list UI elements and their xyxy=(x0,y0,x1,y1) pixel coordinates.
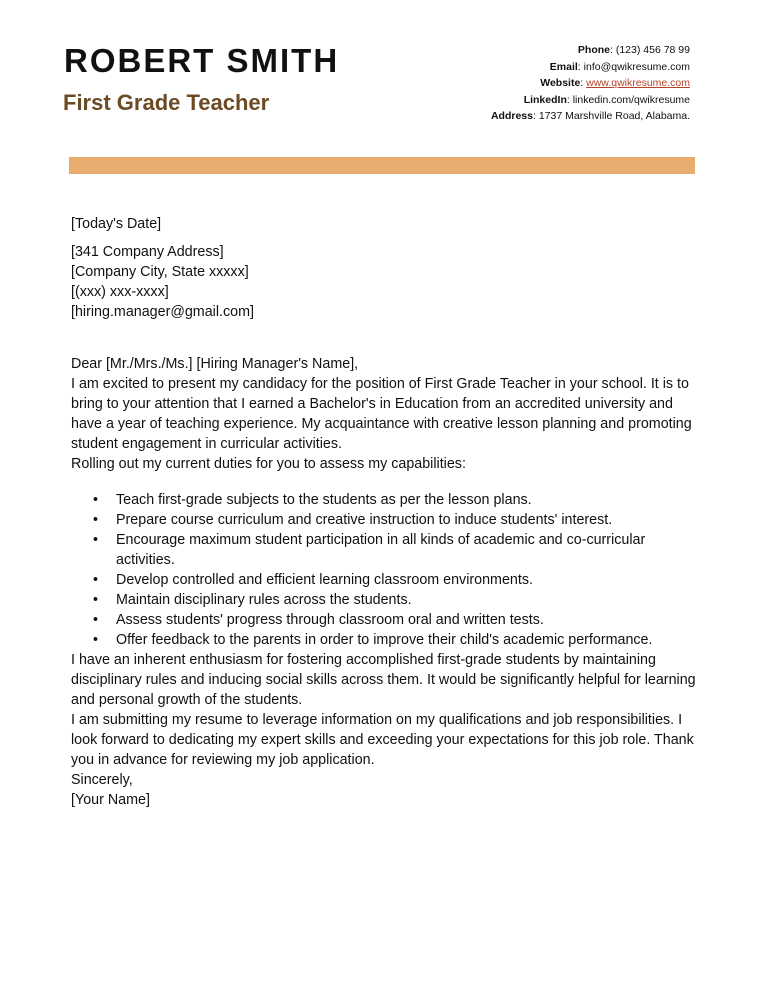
bullet-icon: • xyxy=(93,492,99,508)
list-item: • Teach first-grade subjects to the students as per the lesson plans. xyxy=(93,492,532,508)
email-line: Email: info@qwikresume.com xyxy=(549,60,690,73)
candidate-name: ROBERT SMITH xyxy=(64,42,340,79)
list-item: • Offer feedback to the parents in order to improve their child's academic performance. xyxy=(93,632,653,648)
address-line-3: [(xxx) xxx-xxxx] xyxy=(71,284,169,300)
list-item: • Encourage maximum student participation in all kinds of academic and co-curricular activities. xyxy=(93,532,646,568)
body-paragraph-2: I have an inherent enthusiasm for fostering accomplished first-grade students by maintaining disciplinary rules and inducing social skills across them. It would be significantly helpful for learning and personal growth of the students. xyxy=(71,652,696,708)
contact-block xyxy=(491,42,690,125)
bullet-icon: • xyxy=(93,572,99,588)
intro-paragraph: I am excited to present my candidacy for the position of First Grade Teacher in your school. It is to bring to your attention that I earned a Bachelor's in Education from an accredited university and have a year of teaching experience. My acquaintance with creative lesson planning and promoting student engagement in curricular activities. xyxy=(71,376,692,452)
accent-divider xyxy=(69,157,695,174)
duties-list xyxy=(71,490,699,650)
list-item: • Prepare course curriculum and creative instruction to induce students' interest. xyxy=(93,512,613,528)
recipient-address xyxy=(71,242,699,322)
letter-date: [Today's Date] xyxy=(71,216,162,232)
closing: Sincerely, xyxy=(71,772,133,788)
website-line: Website: www.qwikresume.com xyxy=(540,77,690,90)
signature: [Your Name] xyxy=(71,792,150,808)
linkedin-label: LinkedIn xyxy=(523,93,567,106)
phone-label: Phone xyxy=(577,44,610,56)
list-item: • Assess students' progress through classroom oral and written tests. xyxy=(93,612,544,628)
duties-intro: Rolling out my current duties for you to assess my capabilities: xyxy=(71,456,466,472)
email-label: Email xyxy=(549,60,578,73)
address-line: Address: 1737 Marshville Road, Alabama. xyxy=(490,110,690,123)
bullet-icon: • xyxy=(93,512,99,528)
phone-line: Phone: (123) 456 78 99 xyxy=(577,44,690,56)
address-line-2: [Company City, State xxxxx] xyxy=(71,264,249,280)
address-line-1: [341 Company Address] xyxy=(71,244,224,260)
job-title: First Grade Teacher xyxy=(63,90,270,115)
address-line-4: [hiring.manager@gmail.com] xyxy=(71,304,254,320)
website-link[interactable]: www.qwikresume.com xyxy=(586,77,690,90)
salutation: Dear [Mr./Mrs./Ms.] [Hiring Manager's Name], xyxy=(71,356,359,372)
bullet-icon: • xyxy=(93,612,99,628)
list-item: • Develop controlled and efficient learning classroom environments. xyxy=(93,572,533,588)
phone-value: (123) 456 78 99 xyxy=(615,44,690,56)
letter-body xyxy=(71,214,699,810)
bullet-icon: • xyxy=(93,592,99,608)
website-label: Website xyxy=(540,77,581,90)
address-value: 1737 Marshville Road, Alabama. xyxy=(538,110,690,123)
bullet-icon: • xyxy=(93,632,99,648)
body-paragraph-3: I am submitting my resume to leverage information on my qualifications and job responsibilities. I look forward to dedicating my expert skills and exceeding your expectations for this job role. Thank you in advance for reviewing my job application. xyxy=(71,712,694,768)
bullet-icon: • xyxy=(93,532,99,548)
email-value: info@qwikresume.com xyxy=(583,60,690,73)
linkedin-line: LinkedIn: linkedin.com/qwikresume xyxy=(523,93,690,106)
list-item: • Maintain disciplinary rules across the students. xyxy=(93,592,412,608)
address-label: Address xyxy=(490,110,533,123)
linkedin-value: linkedin.com/qwikresume xyxy=(572,93,690,106)
